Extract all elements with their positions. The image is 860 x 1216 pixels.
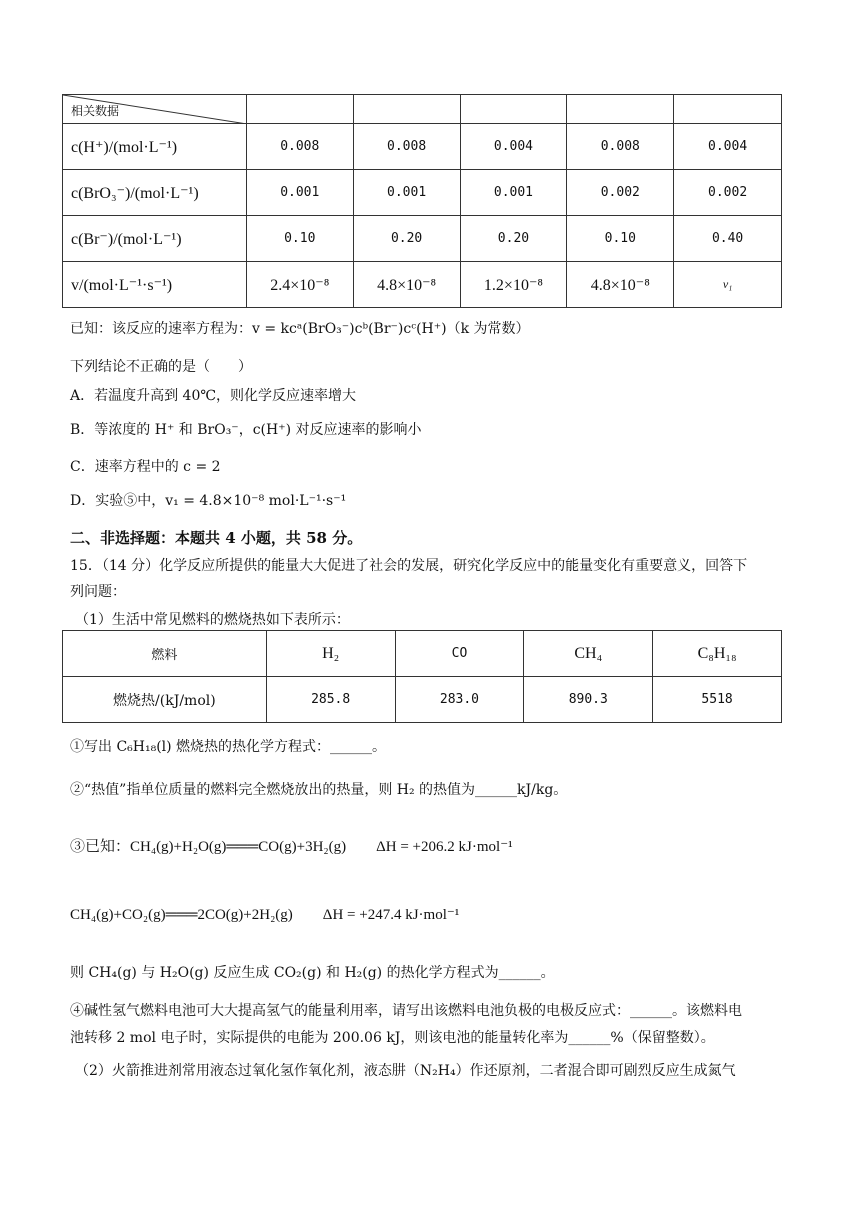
header-cell: CO xyxy=(395,631,524,677)
table-cell: 0.001 xyxy=(353,170,460,216)
exp-col-2 xyxy=(353,95,460,124)
table-cell: 0.002 xyxy=(567,170,674,216)
row-label: c(BrO₃⁻)/(mol·L⁻¹) xyxy=(63,170,247,216)
exp-col-5 xyxy=(674,95,782,124)
table-cell: 0.008 xyxy=(567,124,674,170)
table-header-diagonal-cell xyxy=(63,95,247,124)
table-cell: 285.8 xyxy=(266,677,395,723)
table-cell: 4.8×10⁻⁸ xyxy=(353,262,460,308)
table-row xyxy=(63,262,782,308)
table-cell: 0.008 xyxy=(246,124,353,170)
item-3-equation-2: CH₄(g)+CO₂(g)═══2CO(g)+2H₂(g) ΔH = +247.4 kJ·mol⁻¹ xyxy=(70,907,460,923)
table-cell: 0.40 xyxy=(674,216,782,262)
table-cell: 0.001 xyxy=(246,170,353,216)
table-cell: 0.004 xyxy=(674,124,782,170)
row-label: c(H⁺)/(mol·L⁻¹) xyxy=(63,124,247,170)
table-row xyxy=(63,216,782,262)
row-label: c(Br⁻)/(mol·L⁻¹) xyxy=(63,216,247,262)
table-cell: 890.3 xyxy=(524,677,653,723)
option-b: B．等浓度的 H⁺ 和 BrO₃⁻，c(H⁺) 对反应速率的影响小 xyxy=(70,422,422,438)
table-header-row xyxy=(63,631,782,677)
table-cell: v₁ xyxy=(674,262,782,308)
table-row xyxy=(63,170,782,216)
table-cell: 1.2×10⁻⁸ xyxy=(460,262,567,308)
row-label: v/(mol·L⁻¹·s⁻¹) xyxy=(63,262,247,308)
table-cell: 0.10 xyxy=(246,216,353,262)
table-cell: 0.10 xyxy=(567,216,674,262)
table-cell: 0.001 xyxy=(460,170,567,216)
option-a: A．若温度升高到 40℃，则化学反应速率增大 xyxy=(70,388,357,404)
table-cell: 5518 xyxy=(653,677,782,723)
exp-col-3 xyxy=(460,95,567,124)
question-prompt: 下列结论不正确的是（ ） xyxy=(70,359,252,375)
item-3-question: 则 CH₄(g) 与 H₂O(g) 反应生成 CO₂(g) 和 H₂(g) 的热化学方程式为______。 xyxy=(70,965,555,981)
q15-line-1: 15．（14 分）化学反应所提供的能量大大促进了社会的发展，研究化学反应中的能量变化有重要意义，回答下 xyxy=(70,558,748,574)
section-title: 二、非选择题：本题共 4 小题，共 58 分。 xyxy=(70,529,363,547)
q15-line-2: 列问题： xyxy=(70,584,126,600)
q15-sub1: （1）生活中常见燃料的燃烧热如下表所示： xyxy=(75,612,350,628)
table-cell: 0.008 xyxy=(353,124,460,170)
table-cell: 0.20 xyxy=(353,216,460,262)
table-cell: 283.0 xyxy=(395,677,524,723)
header-cell: C₈H₁₈ xyxy=(653,631,782,677)
option-c: C．速率方程中的 c = 2 xyxy=(70,459,221,475)
exp-col-1 xyxy=(246,95,353,124)
table-row xyxy=(63,677,782,723)
table-cell: 4.8×10⁻⁸ xyxy=(567,262,674,308)
combustion-heat-table xyxy=(62,630,782,723)
q15-sub2: （2）火箭推进剂常用液态过氧化氢作氧化剂，液态肼（N₂H₄）作还原剂，二者混合即可剧烈反应生成氮气 xyxy=(75,1063,736,1079)
item-2: ②“热值”指单位质量的燃料完全燃烧放出的热量，则 H₂ 的热值为______kJ/kg。 xyxy=(70,782,568,798)
table-row xyxy=(63,124,782,170)
rate-data-table xyxy=(62,94,782,308)
item-4-line-1: ④碱性氢气燃料电池可大大提高氢气的能量利用率，请写出该燃料电池负极的电极反应式：______。该燃料电 xyxy=(70,1003,742,1019)
header-cell: H₂ xyxy=(266,631,395,677)
item-1: ①写出 C₆H₁₈(l) 燃烧热的热化学方程式：______。 xyxy=(70,739,387,755)
item-4-line-2: 池转移 2 mol 电子时，实际提供的电能为 200.06 kJ，则该电池的能量转化率为______%（保留整数）。 xyxy=(70,1030,715,1046)
table-cell: 2.4×10⁻⁸ xyxy=(246,262,353,308)
table-cell: 0.004 xyxy=(460,124,567,170)
option-d: D．实验⑤中，v₁ = 4.8×10⁻⁸ mol·L⁻¹·s⁻¹ xyxy=(70,493,347,509)
table-cell: 0.20 xyxy=(460,216,567,262)
header-cell: CH₄ xyxy=(524,631,653,677)
table-cell: 0.002 xyxy=(674,170,782,216)
header-cell: 燃料 xyxy=(63,631,267,677)
exp-col-4 xyxy=(567,95,674,124)
rate-equation-text: 已知：该反应的速率方程为：v = kcᵃ(BrO₃⁻)cᵇ(Br⁻)cᶜ(H⁺)（k 为常数） xyxy=(70,321,530,337)
item-3-equation-1: ③已知：CH₄(g)+H₂O(g)═══CO(g)+3H₂(g) ΔH = +206.2 kJ·mol⁻¹ xyxy=(70,839,513,855)
header-label: 相关数据 xyxy=(71,103,120,118)
row-label: 燃烧热/(kJ/mol) xyxy=(63,677,267,723)
